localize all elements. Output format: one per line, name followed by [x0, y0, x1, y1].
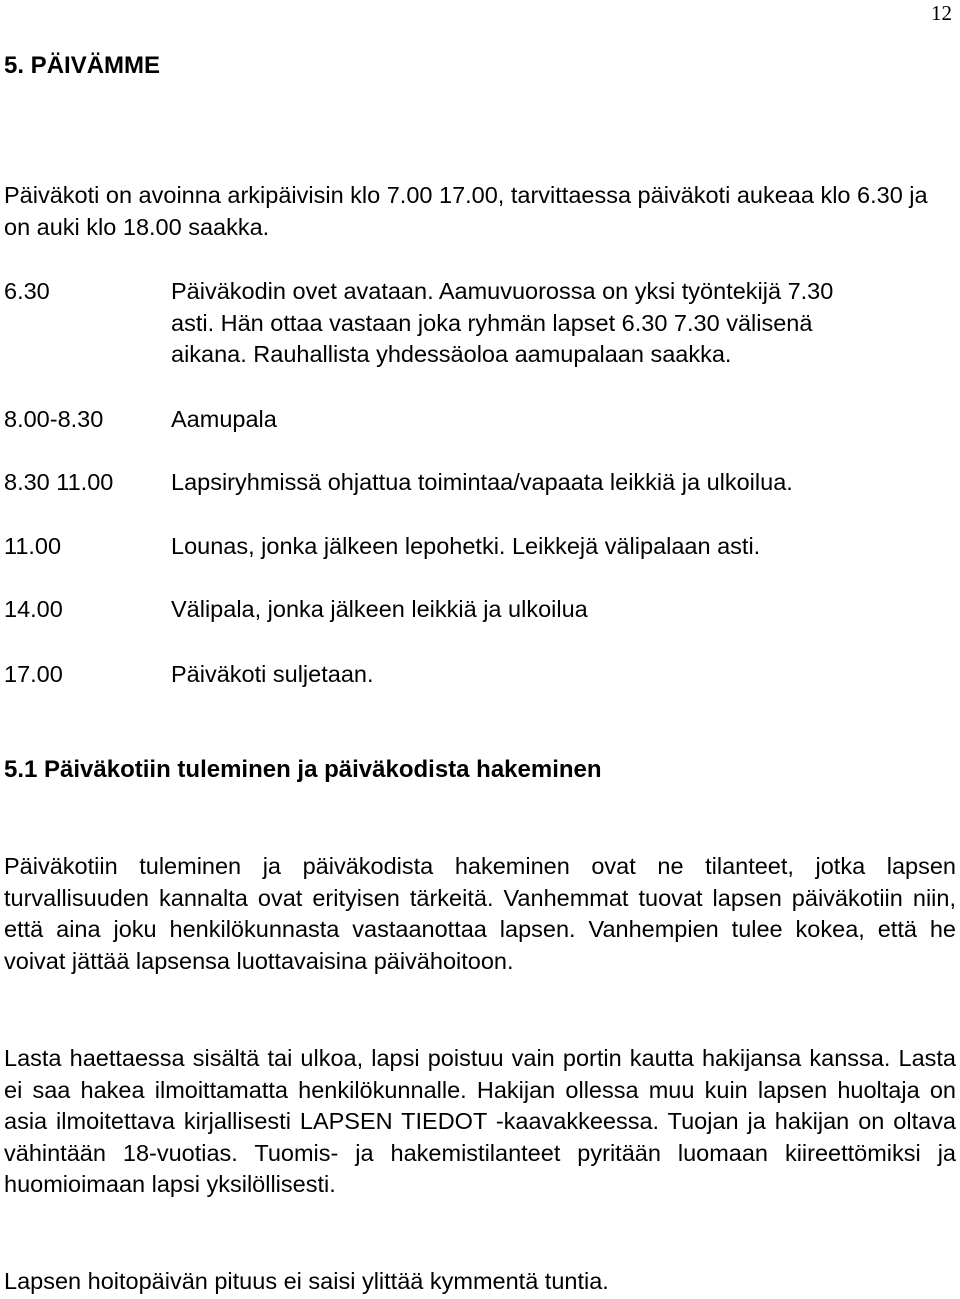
schedule-time: 6.30: [4, 278, 50, 304]
body-paragraph: Päiväkotiin tuleminen ja päiväkodista hakeminen ovat ne tilanteet, jotka lapsen turvallisuuden kannalta ovat erityisen tärkeitä. Vanhemmat tuovat lapsen päiväkotiin niin, että aina joku henkilökunnasta vastaanottaa lapsen. Vanhempien tulee kokea, että he voivat jättää lapsensa luottavaisina päivähoitoon.: [4, 853, 956, 974]
schedule-description: Lounas, jonka jälkeen lepohetki. Leikkejä välipalaan asti.: [171, 533, 761, 559]
schedule-description: Päiväkodin ovet avataan. Aamuvuorossa on yksi työntekijä 7.30 asti. Hän ottaa vastaan joka ryhmän lapset 6.30 7.30 välisenä aikana. Rauhallista yhdessäoloa aamupalaan saakka.: [171, 278, 834, 367]
schedule-description: Aamupala: [171, 406, 277, 432]
schedule-description: Lapsiryhmissä ohjattua toimintaa/vapaata leikkiä ja ulkoilua.: [171, 469, 793, 495]
intro-paragraph: Päiväkoti on avoinna arkipäivisin klo 7.00 17.00, tarvittaessa päiväkoti aukeaa klo 6.30 ja on auki klo 18.00 saakka.: [4, 182, 928, 240]
schedule-time: 11.00: [4, 533, 62, 559]
schedule-time: 17.00: [4, 661, 63, 687]
schedule-time: 14.00: [4, 596, 63, 622]
schedule-description: Päiväkoti suljetaan.: [171, 661, 374, 687]
page-number: 12: [931, 1, 952, 25]
schedule-time: 8.30 11.00: [4, 469, 114, 495]
body-paragraph: Lasta haettaessa sisältä tai ulkoa, lapsi poistuu vain portin kautta hakijansa kanssa. Lasta ei saa hakea ilmoittamatta henkilökunnalle. Hakijan ollessa muu kuin lapsen huoltaja on asia ilmoitettava kirjallisesti LAPSEN TIEDOT -kaavakkeessa. Tuojan ja hakijan on oltava vähintään 18-vuotias. Tuomis- ja hakemistilanteet pyritään luomaan kiireettömiksi ja huomioimaan lapsi yksilöllisesti.: [4, 1045, 956, 1197]
body-paragraph: Lapsen hoitopäivän pituus ei saisi ylittää kymmentä tuntia.: [4, 1268, 609, 1294]
section-title: 5. PÄIVÄMME: [4, 52, 161, 79]
subsection-title: 5.1 Päiväkotiin tuleminen ja päiväkodista hakeminen: [4, 756, 602, 783]
schedule-time: 8.00-8.30: [4, 406, 104, 432]
schedule-description: Välipala, jonka jälkeen leikkiä ja ulkoilua: [171, 596, 588, 622]
